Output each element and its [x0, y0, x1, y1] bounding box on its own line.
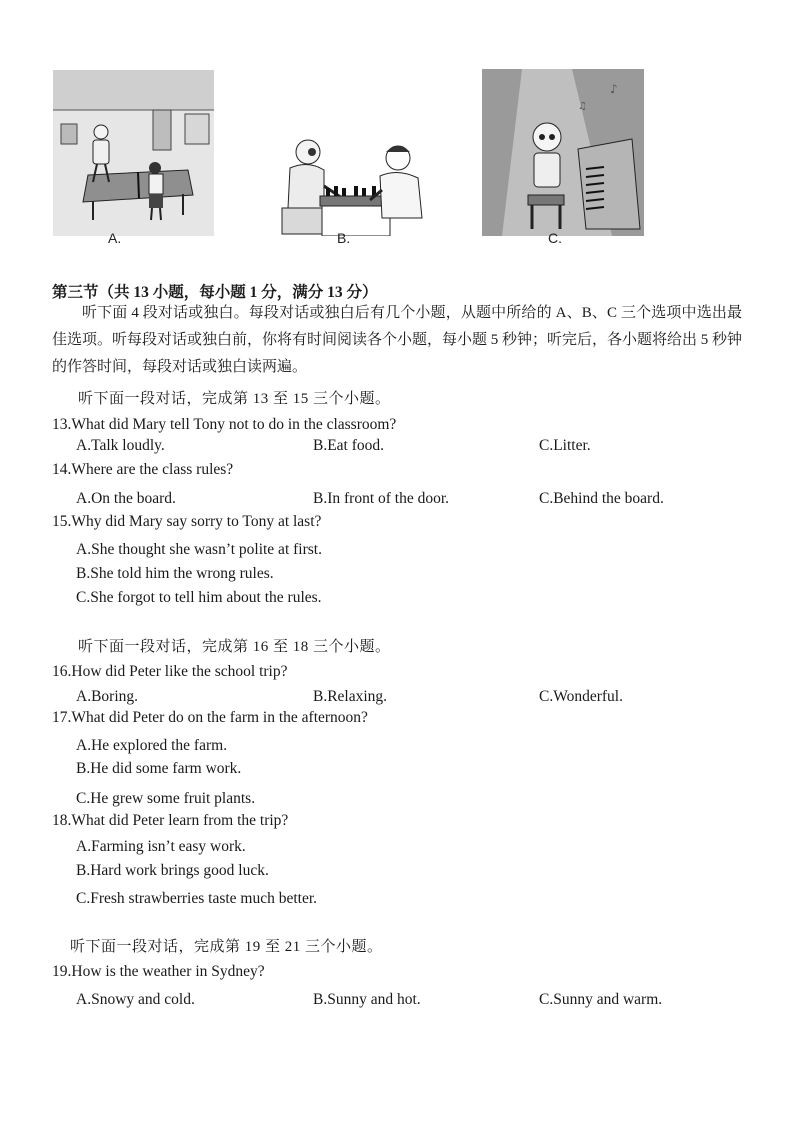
question-stem: 14.Where are the class rules? [52, 461, 234, 478]
group-intro: 听下面一段对话，完成第 19 至 21 三个小题。 [70, 939, 383, 955]
svg-text:♫: ♫ [578, 101, 587, 112]
section-instructions-text: 听下面 4 段对话或独白。每段对话或独白后有几个小题，从题中所给的 A、B、C 三个选项中选出最佳选项。听每段对话或独白前，你将有时间阅读各个小题，每小题 5 秒钟；听完后，各小题将给出 5 秒钟的作答时间，每段对话或独白读两遍。 [52, 305, 743, 375]
option-c[interactable]: C.She forgot to tell him about the rules. [76, 589, 322, 606]
option-a[interactable]: A.Snowy and cold. [76, 991, 195, 1008]
option-c[interactable]: C.He grew some fruit plants. [76, 790, 256, 807]
option-c[interactable]: C.Litter. [539, 437, 591, 454]
question-stem: 17.What did Peter do on the farm in the afternoon? [52, 709, 368, 726]
svg-text:♪: ♪ [610, 82, 618, 96]
option-b[interactable]: B.In front of the door. [313, 490, 450, 507]
option-b[interactable]: B.Sunny and hot. [313, 991, 421, 1008]
question-stem: 13.What did Mary tell Tony not to do in the classroom? [52, 416, 397, 433]
robot-piano-illustration [482, 69, 644, 236]
robot-table-tennis-illustration [53, 70, 214, 236]
option-b[interactable]: B.Hard work brings good luck. [76, 862, 269, 879]
group-intro: 听下面一段对话，完成第 13 至 15 三个小题。 [78, 391, 391, 407]
section-instructions [52, 300, 742, 381]
question-stem: 19.How is the weather in Sydney? [52, 963, 265, 980]
option-b[interactable]: B.Eat food. [313, 437, 385, 454]
image-caption-a: A. [108, 230, 122, 246]
option-a[interactable]: A.She thought she wasn’t polite at first. [76, 541, 322, 558]
option-a[interactable]: A.He explored the farm. [76, 737, 228, 754]
image-caption-b: B. [337, 230, 351, 246]
option-c[interactable]: C.Fresh strawberries taste much better. [76, 890, 318, 907]
option-c[interactable]: C.Sunny and warm. [539, 991, 663, 1008]
option-a[interactable]: A.Talk loudly. [76, 437, 165, 454]
question-stem: 16.How did Peter like the school trip? [52, 663, 288, 680]
question-stem: 15.Why did Mary say sorry to Tony at last? [52, 513, 322, 530]
group-intro: 听下面一段对话，完成第 16 至 18 三个小题。 [78, 639, 391, 655]
robot-chess-illustration [262, 138, 430, 236]
option-a[interactable]: A.On the board. [76, 490, 176, 507]
image-caption-c: C. [548, 230, 562, 246]
option-b[interactable]: B.She told him the wrong rules. [76, 565, 274, 582]
option-a[interactable]: A.Farming isn’t easy work. [76, 838, 246, 855]
option-b[interactable]: B.Relaxing. [313, 688, 388, 705]
section-heading: 第三节（共 13 小题，每小题 1 分，满分 13 分） [52, 284, 378, 301]
option-c[interactable]: C.Wonderful. [539, 688, 623, 705]
option-a[interactable]: A.Boring. [76, 688, 138, 705]
option-b[interactable]: B.He did some farm work. [76, 760, 242, 777]
option-c[interactable]: C.Behind the board. [539, 490, 664, 507]
question-stem: 18.What did Peter learn from the trip? [52, 812, 289, 829]
